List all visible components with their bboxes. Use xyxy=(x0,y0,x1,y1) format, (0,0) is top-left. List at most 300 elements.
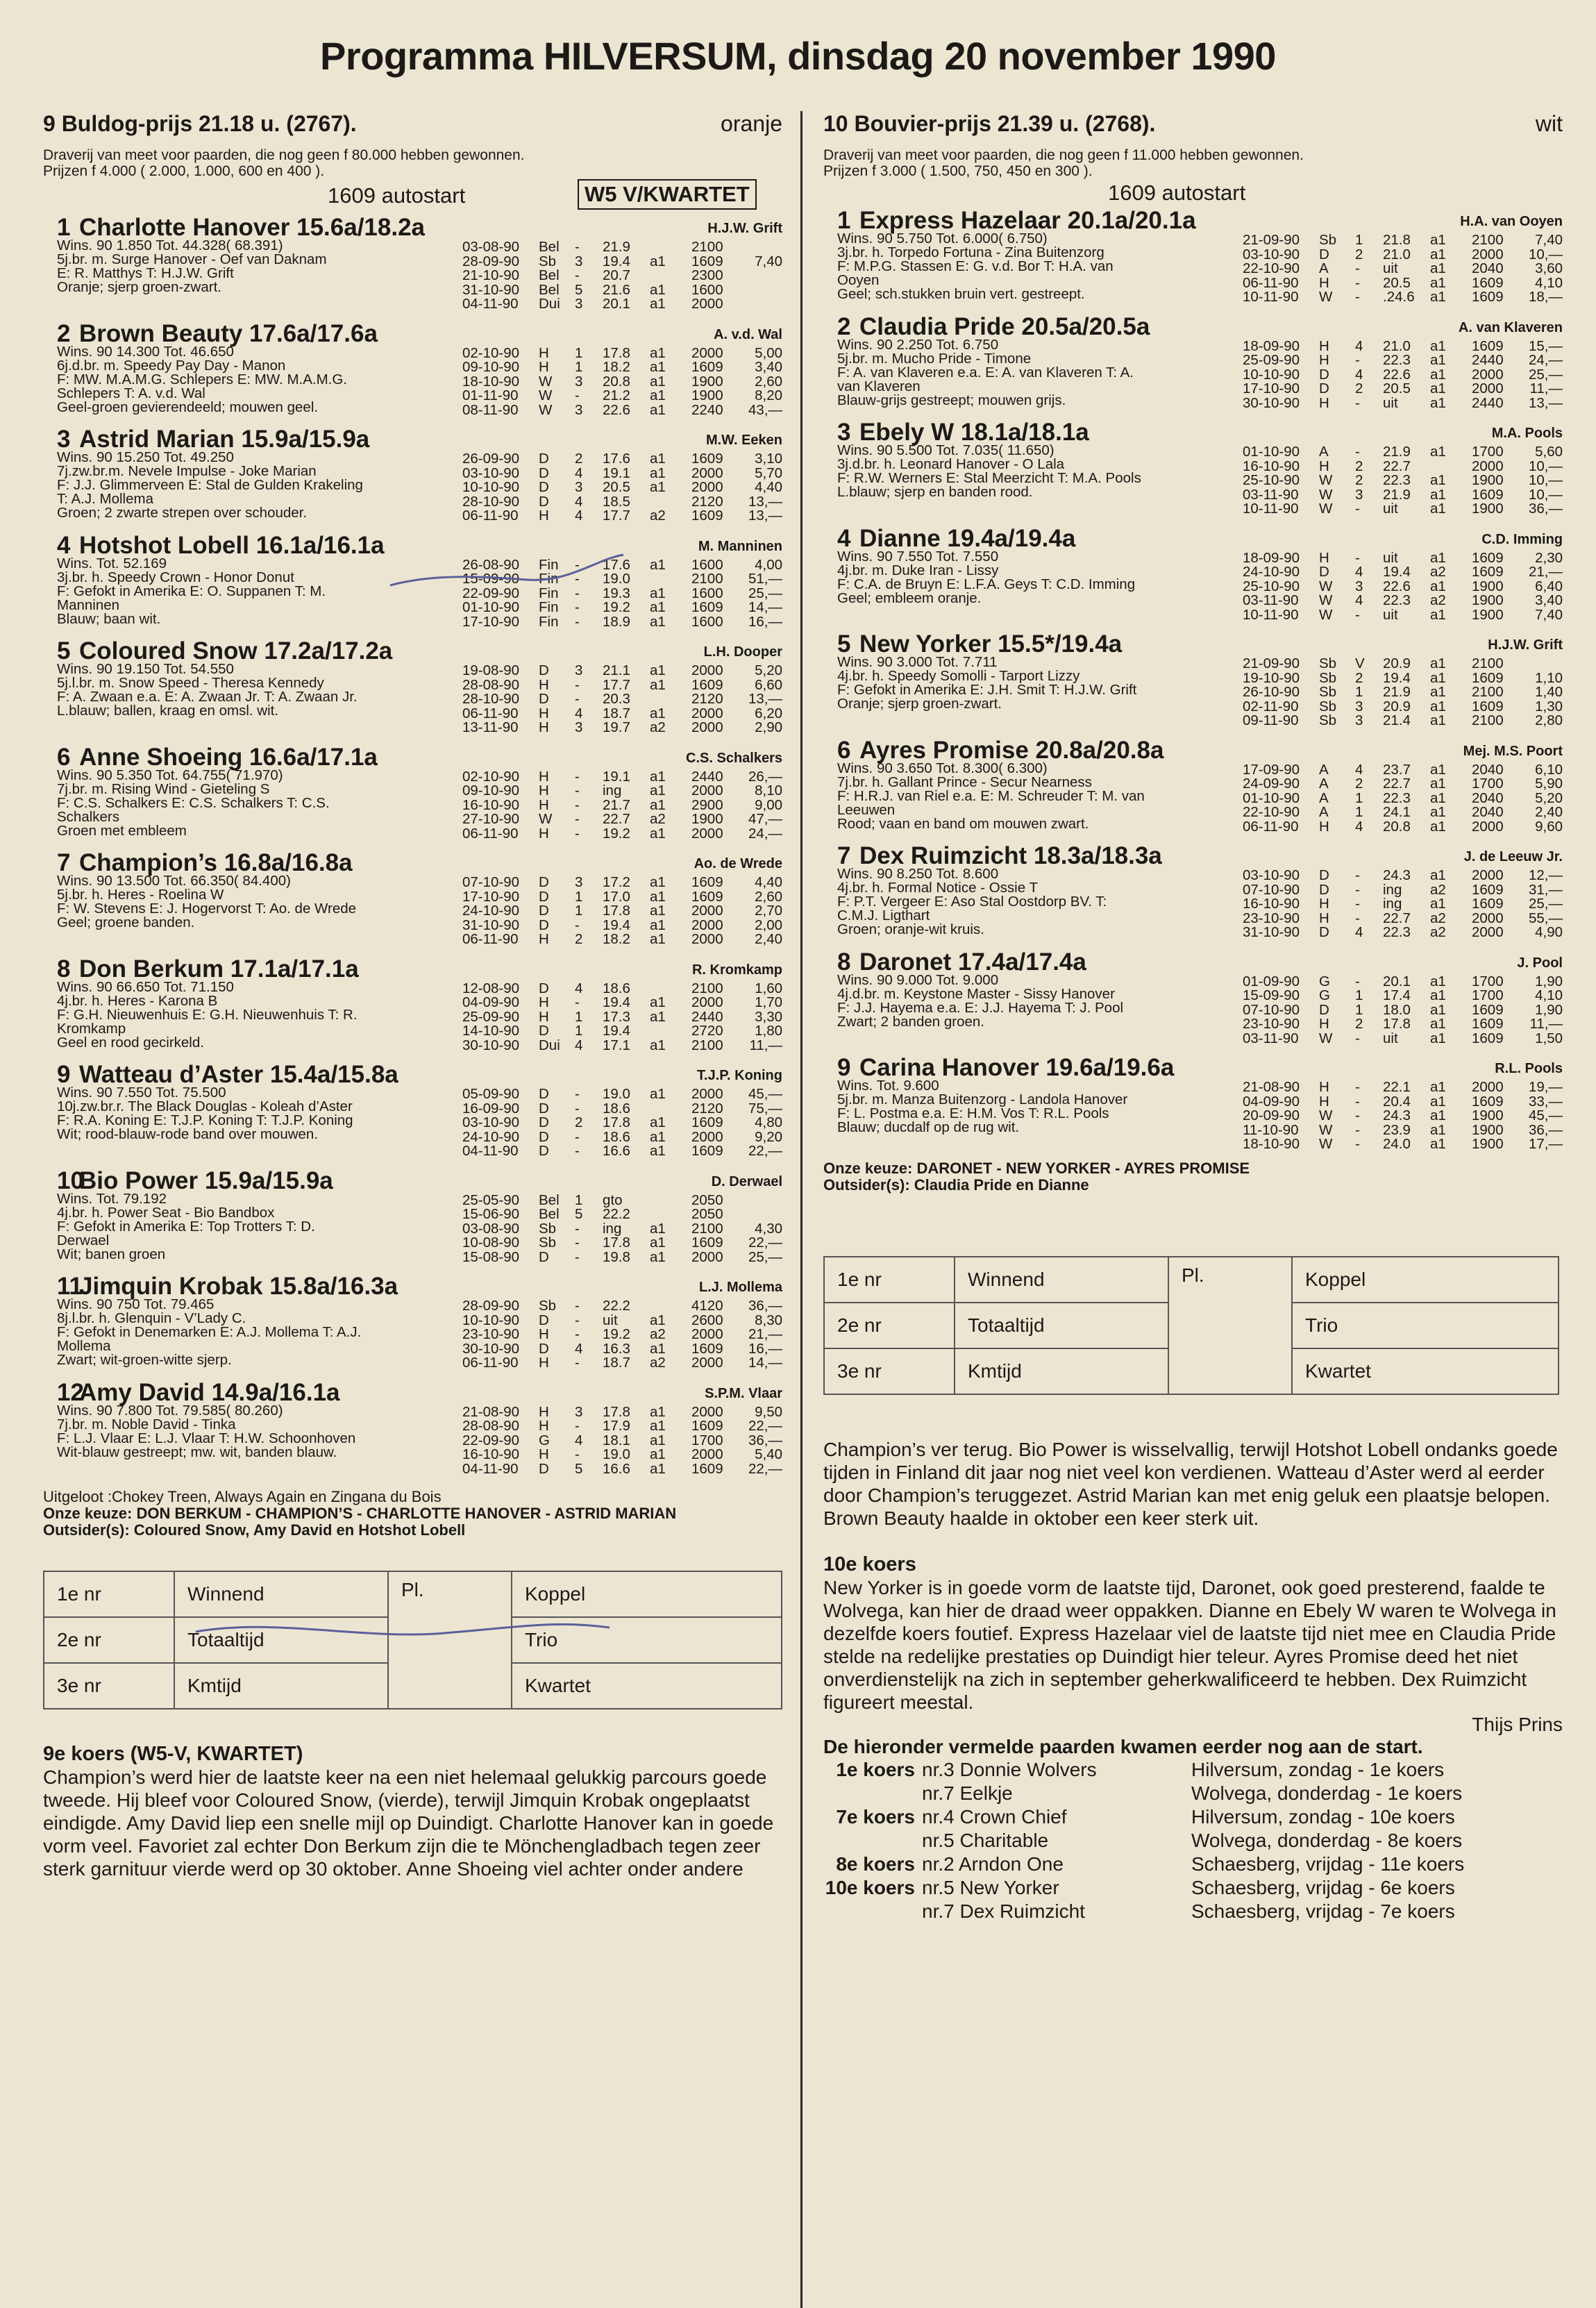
form-cell: 1609 xyxy=(691,676,723,693)
form-cell: 16-10-90 xyxy=(1243,458,1300,474)
form-cell: H xyxy=(1319,1016,1329,1032)
form-cell: 3,60 xyxy=(1535,260,1563,276)
form-cell: 22.7 xyxy=(1383,458,1411,474)
form-row xyxy=(1243,975,1563,989)
form-cell: 28-10-90 xyxy=(462,691,520,707)
form-cell: 13,— xyxy=(1529,394,1563,411)
form-cell: 16-10-90 xyxy=(462,796,520,813)
horse-info-line: L.blauw; ballen, kraag en omsl. wit. xyxy=(57,703,279,719)
form-cell: 22-10-90 xyxy=(1243,260,1300,276)
earlier-venue: Schaesberg, vrijdag - 7e koers xyxy=(1191,1900,1455,1922)
form-cell: 4 xyxy=(575,465,583,481)
form-cell: a1 xyxy=(1430,232,1446,248)
horse-body xyxy=(823,867,1563,942)
form-cell: 4 xyxy=(575,508,583,524)
form-cell: D xyxy=(539,662,549,678)
form-cell: a2 xyxy=(1430,881,1446,898)
form-cell: Sb xyxy=(1319,669,1337,686)
form-cell: a1 xyxy=(1430,486,1446,503)
form-cell: 1 xyxy=(1355,987,1363,1003)
form-cell: 1700 xyxy=(1472,776,1504,792)
form-cell: 21.9 xyxy=(1383,486,1411,503)
form-row xyxy=(1243,897,1563,912)
form-cell: 06-11-90 xyxy=(462,1355,519,1371)
author-signature: Thijs Prins xyxy=(1472,1713,1563,1735)
horse-info-line: 8j.l.br. h. Glenquin - V’Lady C. xyxy=(57,1310,246,1326)
form-cell: 75,— xyxy=(748,1100,782,1117)
form-cell: 2 xyxy=(1355,1016,1363,1032)
form-cell: 3 xyxy=(575,296,583,312)
horse-info-line: 6j.d.br. m. Speedy Pay Day - Manon xyxy=(57,357,286,374)
form-table xyxy=(462,240,782,312)
horse-info-line: F: L. Postma e.a. E: H.M. Vos T: R.L. Pools xyxy=(837,1105,1109,1121)
form-cell: 21.4 xyxy=(1383,712,1411,728)
horse-number: 7 xyxy=(57,849,71,876)
form-cell: a2 xyxy=(1430,564,1446,580)
form-cell: 36,— xyxy=(1529,501,1563,517)
form-cell: 17.4 xyxy=(1383,987,1411,1003)
form-cell: 19,— xyxy=(1529,1079,1563,1095)
form-cell: 1609 xyxy=(691,253,723,269)
horse-info-line: Wins. Tot. 52.169 xyxy=(57,555,167,571)
form-cell: 31-10-90 xyxy=(462,281,520,298)
form-cell: 14,— xyxy=(748,599,782,615)
form-cell: 22.1 xyxy=(1383,1079,1411,1095)
form-cell: D xyxy=(539,691,549,707)
form-cell: - xyxy=(1355,274,1360,291)
form-cell: 24-10-90 xyxy=(462,903,520,919)
form-cell: 1609 xyxy=(691,1114,723,1130)
form-cell: 25,— xyxy=(748,585,782,601)
form-cell: 4120 xyxy=(691,1298,723,1314)
form-cell: 2 xyxy=(575,931,583,947)
horse-info-line: Wins. 90 2.250 Tot. 6.750 xyxy=(837,336,999,353)
form-cell: a1 xyxy=(650,465,666,481)
form-cell: a1 xyxy=(650,373,666,390)
form-cell: - xyxy=(575,571,580,587)
form-cell: 1609 xyxy=(691,1143,723,1159)
horse-info-line: F: Gefokt in Denemarken E: A.J. Mollema T: A.J. xyxy=(57,1324,362,1340)
form-cell: 13-11-90 xyxy=(462,719,519,735)
form-cell: 2000 xyxy=(691,719,723,735)
form-cell: - xyxy=(575,1298,580,1314)
form-cell: 19.1 xyxy=(603,768,630,785)
race-commentary: Champion’s werd hier de laatste keer na een niet helemaal gelukkig parcours goede tweede. Hij bleef voor Coloured Snow, (vierde), terwijl Jimquin Krobak ongeplaatst eindigde. Amy David liep een snelle mijl op Duindigt. Charlotte Hanover kan in goede vorm veel. Favoriet zal echter Don Berkum zijn die te Mönchengladbach tegen zeer sterk garnituur vierde werd op 30 oktober. Anne Shoeing viel achter onder andere xyxy=(43,1766,774,1880)
place-3-label: 3e nr xyxy=(824,1348,955,1394)
form-cell: 2,70 xyxy=(755,903,782,919)
horse-info-line: Groen; 2 zwarte strepen over schouder. xyxy=(57,505,308,521)
form-cell: 16-10-90 xyxy=(1243,896,1300,912)
form-row xyxy=(1243,594,1563,608)
form-cell: D xyxy=(1319,867,1329,883)
form-cell: 04-09-90 xyxy=(462,994,520,1010)
form-cell: 1900 xyxy=(1472,578,1504,594)
form-row xyxy=(1243,502,1563,517)
form-row xyxy=(1243,700,1563,714)
form-cell: H xyxy=(539,1403,549,1420)
form-cell: 11-10-90 xyxy=(1243,1121,1299,1138)
horse-title: Jimquin Krobak 15.8a/16.3a xyxy=(79,1273,398,1300)
form-cell: 1900 xyxy=(1472,1136,1504,1152)
form-cell: H xyxy=(539,931,549,947)
horse-trainer: Mej. M.S. Poort xyxy=(1463,743,1563,759)
horse-info-line: Leeuwen xyxy=(837,801,896,818)
form-cell: a1 xyxy=(1430,987,1446,1003)
form-cell: 10-10-90 xyxy=(1243,366,1300,383)
form-cell: 20-09-90 xyxy=(1243,1107,1300,1123)
horse-info xyxy=(823,762,1240,831)
form-cell: - xyxy=(575,1312,580,1328)
form-cell: 4,00 xyxy=(755,556,782,573)
form-cell: 17.8 xyxy=(1383,1016,1411,1032)
horse-info-line: van Klaveren xyxy=(837,378,921,394)
form-cell: a1 xyxy=(1430,1016,1446,1032)
form-cell: 13,— xyxy=(748,493,782,510)
form-cell: 1900 xyxy=(691,811,723,827)
form-row xyxy=(462,1222,782,1237)
form-cell: 2 xyxy=(1355,246,1363,262)
horse-info-line: Wins. 90 66.650 Tot. 71.150 xyxy=(57,978,234,995)
form-cell: 1,40 xyxy=(1535,684,1563,700)
horse-title: Claudia Pride 20.5a/20.5a xyxy=(859,312,1150,340)
form-cell: 5,20 xyxy=(1535,789,1563,806)
winnend-label: Winnend xyxy=(174,1571,388,1617)
form-cell: 22.3 xyxy=(1383,352,1411,368)
form-cell: 1700 xyxy=(1472,987,1504,1003)
form-cell: a1 xyxy=(1430,549,1446,566)
form-row xyxy=(1243,445,1563,460)
form-cell: 1 xyxy=(575,1191,583,1208)
form-cell: 17,— xyxy=(1529,1136,1563,1152)
form-cell: 9,60 xyxy=(1535,818,1563,835)
earlier-race: 1e koers xyxy=(836,1758,915,1780)
form-cell: 6,20 xyxy=(755,705,782,721)
form-cell: H xyxy=(539,825,549,842)
earlier-horse: nr.7 Eelkje xyxy=(922,1782,1013,1804)
horse-entry xyxy=(823,313,1563,412)
form-cell: 2100 xyxy=(1472,712,1504,728)
form-cell: a1 xyxy=(650,281,666,298)
form-cell: 47,— xyxy=(748,811,782,827)
form-cell: 36,— xyxy=(748,1432,782,1448)
form-cell: 5,60 xyxy=(1535,444,1563,460)
horse-info-line: F: H.R.J. van Riel e.a. E: M. Schreuder T: M. van xyxy=(837,787,1145,804)
form-row xyxy=(1243,233,1563,248)
form-row xyxy=(462,269,782,283)
horse-header xyxy=(823,313,1563,338)
horse-info-line: Wins. 90 5.350 Tot. 64.755( 71.970) xyxy=(57,767,283,783)
horse-body xyxy=(823,762,1563,836)
form-cell: 17.8 xyxy=(603,1235,630,1251)
horse-info xyxy=(823,655,1240,711)
form-cell: - xyxy=(575,1446,580,1462)
form-cell: 25-10-90 xyxy=(1243,472,1300,488)
form-cell: 2100 xyxy=(1472,232,1504,248)
form-cell: Dui xyxy=(539,296,560,312)
form-cell: 20.9 xyxy=(1383,655,1411,671)
form-cell: 2000 xyxy=(691,1248,723,1265)
form-cell: 19.0 xyxy=(603,1446,630,1462)
form-cell: 23-10-90 xyxy=(1243,1016,1300,1032)
form-cell: a2 xyxy=(1430,924,1446,940)
form-cell: 06-11-90 xyxy=(1243,818,1299,835)
earlier-start-row xyxy=(823,1758,1563,1782)
form-cell: a1 xyxy=(650,662,666,678)
form-cell: D xyxy=(539,493,549,510)
form-cell: 1609 xyxy=(1472,1030,1504,1046)
form-cell: 21-08-90 xyxy=(1243,1079,1300,1095)
horse-info-line: Wins. 90 5.500 Tot. 7.035( 11.650) xyxy=(837,442,1055,458)
form-row xyxy=(462,1462,782,1477)
form-cell: 3,40 xyxy=(755,359,782,375)
form-cell: 2 xyxy=(575,451,583,467)
form-cell: a1 xyxy=(650,1340,666,1357)
form-cell: 26-10-90 xyxy=(1243,684,1300,700)
form-cell: 16.6 xyxy=(603,1143,630,1159)
form-cell: 2440 xyxy=(691,1008,723,1025)
form-cell: H xyxy=(539,359,549,375)
earlier-start-row xyxy=(823,1782,1563,1805)
form-cell: D xyxy=(539,1340,549,1357)
form-cell: 2,30 xyxy=(1535,549,1563,566)
form-table xyxy=(462,452,782,524)
form-cell: 19-08-90 xyxy=(462,662,520,678)
form-cell: Bel xyxy=(539,281,560,298)
form-cell: H xyxy=(1319,352,1329,368)
form-cell: 4 xyxy=(575,705,583,721)
form-cell: 2000 xyxy=(1472,381,1504,396)
form-cell: - xyxy=(575,585,580,601)
form-cell: 18.7 xyxy=(603,705,630,721)
form-cell: - xyxy=(1355,867,1360,883)
horse-title: Brown Beauty 17.6a/17.6a xyxy=(79,319,378,347)
form-cell: 19.4 xyxy=(603,917,630,933)
form-cell: Sb xyxy=(539,1220,557,1237)
form-cell: 6,10 xyxy=(1535,761,1563,778)
form-row xyxy=(1243,608,1563,623)
horse-info-line: Wins. 90 3.650 Tot. 8.300( 6.300) xyxy=(837,760,1048,776)
form-row xyxy=(462,375,782,390)
horse-info-line: F: L.J. Vlaar E: L.J. Vlaar T: H.W. Schoonhoven xyxy=(57,1430,356,1446)
horse-info-line: F: A. van Klaveren e.a. E: A. van Klaveren T: A. xyxy=(837,364,1134,381)
form-cell: 2000 xyxy=(691,705,723,721)
horse-info-line: F: R.A. Koning E: T.J.P. Koning T: T.J.P. Koning xyxy=(57,1112,353,1128)
horse-header xyxy=(43,532,782,557)
horse-info xyxy=(43,662,460,718)
horse-info-line: 4j.d.br. m. Keystone Master - Sissy Hanover xyxy=(837,985,1115,1002)
earlier-start-row xyxy=(823,1805,1563,1829)
form-row xyxy=(462,601,782,615)
horse-entry xyxy=(823,630,1563,730)
form-cell: a1 xyxy=(1430,698,1446,714)
form-row xyxy=(462,346,782,361)
left-column xyxy=(43,111,782,1880)
form-cell: 2000 xyxy=(691,1128,723,1145)
form-row xyxy=(462,1448,782,1462)
horse-trainer: R.L. Pools xyxy=(1495,1061,1563,1076)
horse-info xyxy=(43,239,460,294)
form-cell: 4 xyxy=(1355,761,1363,778)
form-cell: 2000 xyxy=(1472,458,1504,474)
start-type: 1609 autostart xyxy=(328,183,466,208)
form-cell: D xyxy=(539,1023,549,1039)
form-cell: 3,30 xyxy=(755,1008,782,1025)
earlier-horse: nr.3 Donnie Wolvers xyxy=(922,1758,1097,1780)
form-cell: - xyxy=(1355,606,1360,623)
form-cell: 2000 xyxy=(691,1355,723,1371)
form-cell: Bel xyxy=(539,267,560,283)
form-cell: 18-09-90 xyxy=(1243,549,1300,566)
horse-title: Amy David 14.9a/16.1a xyxy=(79,1378,340,1406)
form-cell: D xyxy=(539,1128,549,1145)
form-row xyxy=(462,1434,782,1448)
form-cell: - xyxy=(575,691,580,707)
form-cell: 22.7 xyxy=(603,811,630,827)
form-cell: 25-09-90 xyxy=(462,1008,520,1025)
race-commentary: New Yorker is in goede vorm de laatste tijd, Daronet, ook goed presterend, faalde te Wolvega, kan hier de draad weer oppakken. Dianne en Ebely W waren te Wolvega in dezelfde koers foutief. Express Hazelaar viel de laatste tijd niet mee en Claudia Pride stelde na redelijke prestaties op Duindigt hier teleur. Ayres Promise deed het niet onverdienstelijk na zich in september geherkwalificeerd te hebben. Dex Ruimzicht figureert meestal. xyxy=(823,1576,1556,1713)
form-cell: 21-08-90 xyxy=(462,1403,520,1420)
horse-body xyxy=(823,550,1563,624)
form-cell: 02-10-90 xyxy=(462,768,520,785)
horse-entry xyxy=(43,637,782,737)
form-cell: 4,10 xyxy=(1535,274,1563,291)
horse-info-line: Geel; sch.stukken bruin vert. gestreept. xyxy=(837,286,1085,302)
horse-body xyxy=(43,239,782,313)
form-cell: 21-09-90 xyxy=(1243,655,1300,671)
horse-title: Hotshot Lobell 16.1a/16.1a xyxy=(79,531,385,559)
form-cell: 18.1 xyxy=(603,1432,630,1448)
horse-info-line: 4j.br. h. Heres - Karona B xyxy=(57,992,218,1009)
form-cell: 04-09-90 xyxy=(1243,1093,1300,1110)
form-cell: D xyxy=(539,980,549,996)
form-cell: H xyxy=(1319,549,1329,566)
earlier-race: 8e koers xyxy=(836,1853,915,1875)
form-cell: 10-10-90 xyxy=(462,1312,520,1328)
form-cell: - xyxy=(575,387,580,403)
horse-title: New Yorker 15.5*/19.4a xyxy=(859,630,1123,658)
form-cell: 2,00 xyxy=(755,917,782,933)
form-cell: 19.7 xyxy=(603,719,630,735)
horse-title: Dex Ruimzicht 18.3a/18.3a xyxy=(859,842,1162,869)
form-table xyxy=(462,1299,782,1371)
place-2-label: 2e nr xyxy=(824,1303,955,1348)
form-row xyxy=(462,770,782,785)
form-cell: 10-11-90 xyxy=(1243,289,1299,305)
form-cell: 17.1 xyxy=(603,1037,630,1053)
form-cell: 9,20 xyxy=(755,1128,782,1145)
form-cell: 16.3 xyxy=(603,1340,630,1357)
form-cell: 3 xyxy=(575,662,583,678)
horse-info-line: Geel-groen gevierendeeld; mouwen geel. xyxy=(57,399,319,415)
form-cell: a1 xyxy=(1430,366,1446,383)
form-cell: a1 xyxy=(650,613,666,630)
horse-title: Astrid Marian 15.9a/15.9a xyxy=(79,426,370,453)
form-cell: 03-08-90 xyxy=(462,239,520,255)
form-cell: 10-10-90 xyxy=(462,479,520,495)
horse-trainer: H.A. van Ooyen xyxy=(1460,214,1563,229)
horse-header xyxy=(43,1167,782,1192)
form-cell: 22.6 xyxy=(603,401,630,418)
form-cell: G xyxy=(1319,973,1330,989)
horse-header xyxy=(823,737,1563,762)
horse-info-line: Wins. Tot. 79.192 xyxy=(57,1190,167,1207)
form-row xyxy=(462,572,782,587)
form-row xyxy=(1243,657,1563,671)
form-cell: - xyxy=(575,796,580,813)
horse-info-line: Manninen xyxy=(57,596,120,613)
place-label: Pl. xyxy=(1168,1257,1292,1394)
form-cell: 5 xyxy=(575,1460,583,1477)
form-cell: D xyxy=(539,1312,549,1328)
form-cell: 5,90 xyxy=(1535,776,1563,792)
form-cell: 10,— xyxy=(1529,472,1563,488)
form-cell: a2 xyxy=(650,719,666,735)
form-cell: 01-10-90 xyxy=(462,599,520,615)
form-cell: 2 xyxy=(1355,458,1363,474)
form-cell: 55,— xyxy=(1529,910,1563,926)
form-cell: a1 xyxy=(1430,1107,1446,1123)
form-cell: 17.6 xyxy=(603,451,630,467)
form-table xyxy=(1243,869,1563,940)
form-cell: Fin xyxy=(539,599,559,615)
horse-entry xyxy=(823,842,1563,942)
form-cell: 4 xyxy=(575,1340,583,1357)
form-row xyxy=(462,558,782,573)
horse-info-line: 5j.br. h. Heres - Roelina W xyxy=(57,887,224,903)
form-cell: a1 xyxy=(650,451,666,467)
form-cell: Sb xyxy=(539,1235,557,1251)
form-cell: 1,50 xyxy=(1535,1030,1563,1046)
form-cell: 33,— xyxy=(1529,1093,1563,1110)
kmtijd-label: Kmtijd xyxy=(955,1348,1168,1394)
form-cell: 1600 xyxy=(691,556,723,573)
form-cell: 21.6 xyxy=(603,281,630,298)
form-cell: 7,40 xyxy=(1535,606,1563,623)
start-line xyxy=(823,179,1563,207)
form-cell: 22.3 xyxy=(1383,789,1411,806)
form-cell: 19-10-90 xyxy=(1243,669,1300,686)
form-row xyxy=(1243,580,1563,594)
form-cell: 22.3 xyxy=(1383,592,1411,608)
horse-header xyxy=(43,849,782,874)
form-row xyxy=(462,1328,782,1342)
form-cell: D xyxy=(1319,881,1329,898)
form-cell: A xyxy=(1319,776,1329,792)
race-header xyxy=(43,111,782,147)
horse-info-line: 3j.d.br. h. Leonard Hanover - O Lala xyxy=(837,456,1065,472)
horse-info-line: 7j.br. m. Rising Wind - Gieteling S xyxy=(57,780,270,797)
form-row xyxy=(1243,382,1563,396)
form-cell: 19.3 xyxy=(603,585,630,601)
form-cell: a1 xyxy=(650,359,666,375)
place-2-label: 2e nr xyxy=(44,1617,174,1663)
form-cell: Sb xyxy=(539,253,557,269)
form-cell: a1 xyxy=(1430,501,1446,517)
form-cell: 19.2 xyxy=(603,1326,630,1342)
form-cell: 02-11-90 xyxy=(1243,698,1299,714)
form-cell: 18-10-90 xyxy=(462,373,520,390)
horse-info-line: Wins. 90 19.150 Tot. 54.550 xyxy=(57,661,234,677)
form-cell: 2100 xyxy=(691,571,723,587)
form-cell: 21.9 xyxy=(603,239,630,255)
horse-body xyxy=(823,1079,1563,1153)
form-cell: 18.6 xyxy=(603,1128,630,1145)
form-cell: a1 xyxy=(1430,289,1446,305)
horse-entry xyxy=(823,207,1563,306)
form-cell: 8,30 xyxy=(755,1312,782,1328)
form-cell: 45,— xyxy=(1529,1107,1563,1123)
form-cell: 31-10-90 xyxy=(462,917,520,933)
